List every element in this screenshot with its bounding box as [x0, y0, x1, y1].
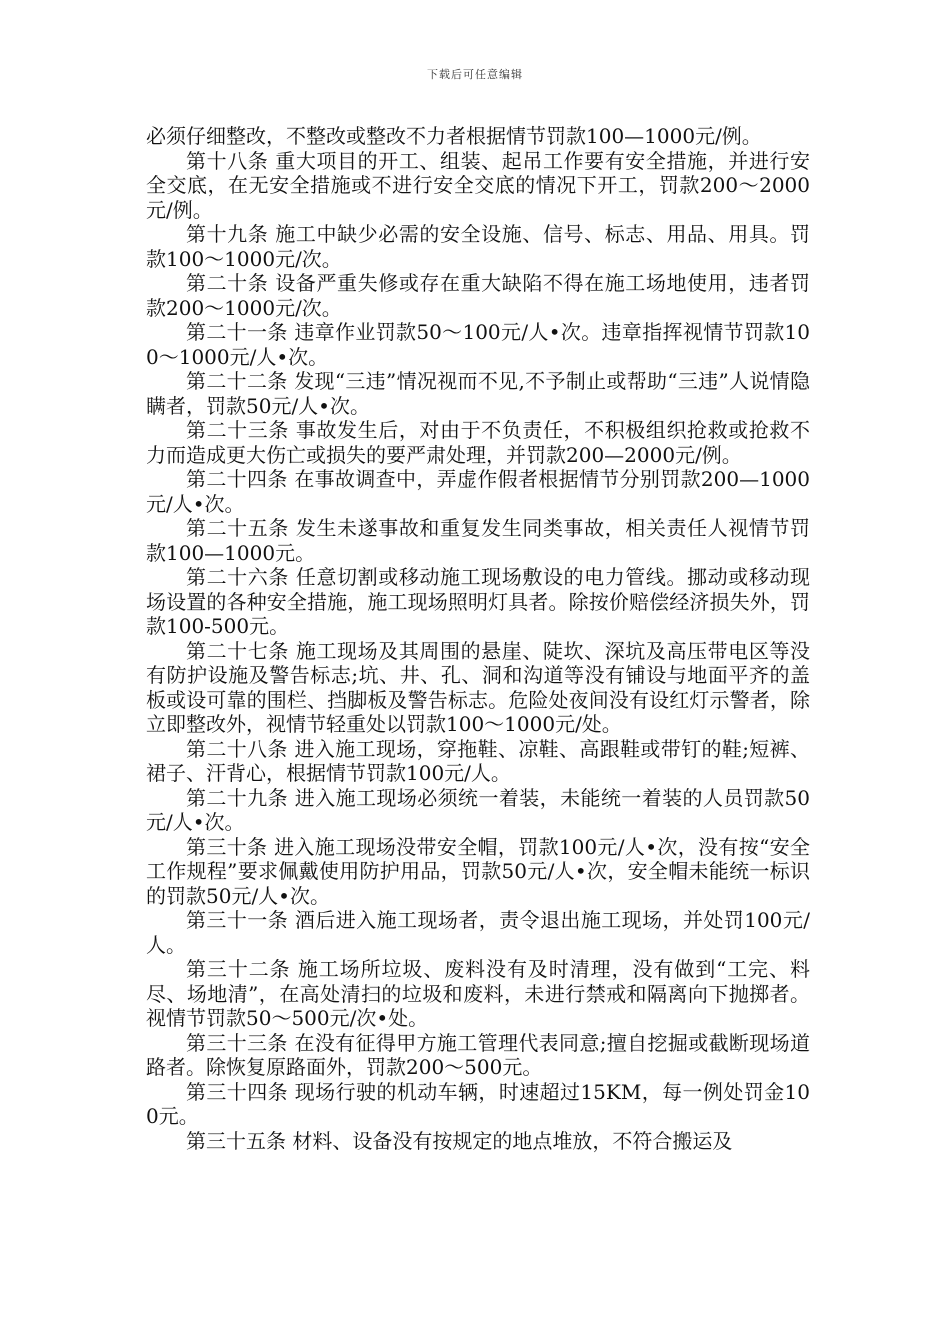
article-29: 第二十九条 进入施工现场必须统一着装，未能统一着装的人员罚款50元/人•次。: [146, 785, 810, 834]
article-18: 第十八条 重大项目的开工、组装、起吊工作要有安全措施，并进行安全交底，在无安全措施或不进行安全交底的情况下开工，罚款200～2000元/例。: [146, 148, 810, 222]
article-19: 第十九条 施工中缺少必需的安全设施、信号、标志、用品、用具。罚款100～1000元/次。: [146, 222, 810, 271]
article-35: 第三十五条 材料、设备没有按规定的地点堆放，不符合搬运及: [186, 1128, 733, 1153]
article-32: 第三十二条 施工场所垃圾、废料没有及时清理，没有做到“工完、料尽、场地清”，在高处清扫的垃圾和废料，未进行禁戒和隔离向下抛掷者。视情节罚款50～500元/次•处。: [146, 957, 810, 1030]
article-28: 第二十八条 进入施工现场，穿拖鞋、凉鞋、高跟鞋或带钉的鞋;短裤、裙子、汗背心，根据情节罚款100元/人。: [146, 736, 810, 785]
article-30: 第三十条 进入施工现场没带安全帽，罚款100元/人•次，没有按“安全工作规程”要求佩戴使用防护用品，罚款50元/人•次，安全帽未能统一标识的罚款50元/人•次。: [146, 834, 810, 908]
article-24: 第二十四条 在事故调查中，弄虚作假者根据情节分别罚款200—1000元/人•次。: [146, 467, 810, 516]
document-body: [146, 124, 810, 1153]
article-23: 第二十三条 事故发生后，对由于不负责任，不积极组织抢救或抢救不力而造成更大伤亡或损失的要严肃处理，并罚款200—2000元/例。: [146, 418, 810, 467]
paragraph-continuation: 必须仔细整改，不整改或整改不力者根据情节罚款100—1000元/例。: [146, 124, 762, 148]
article-27: 第二十七条 施工现场及其周围的悬崖、陡坎、深坑及高压带电区等没有防护设施及警告标志;坑、井、孔、洞和沟道等没有铺设与地面平齐的盖板或设可靠的围栏、挡脚板及警告标志。危险处夜间没有设红灯示警者，除立即整改外，视情节轻重处以罚款100～1000元/处。: [146, 638, 810, 736]
article-31: 第三十一条 酒后进入施工现场者，责令退出施工现场，并处罚100元/人。: [146, 908, 810, 957]
article-26: 第二十六条 任意切割或移动施工现场敷设的电力管线。挪动或移动现场设置的各种安全措施，施工现场照明灯具者。除按价赔偿经济损失外，罚款100-500元。: [146, 565, 810, 638]
page-header: 下载后可任意编辑: [427, 68, 523, 81]
article-22: 第二十二条 发现“三违”情况视而不见,不予制止或帮助“三违”人说情隐瞒者，罚款50元/人•次。: [146, 369, 810, 418]
article-25: 第二十五条 发生未遂事故和重复发生同类事故，相关责任人视情节罚款100—1000元。: [146, 516, 810, 565]
article-33: 第三十三条 在没有征得甲方施工管理代表同意;擅自挖掘或截断现场道路者。除恢复原路面外，罚款200～500元。: [146, 1030, 810, 1079]
article-34: 第三十四条 现场行驶的机动车辆，时速超过15KM，每一例处罚金100元。: [146, 1079, 810, 1128]
article-21: 第二十一条 违章作业罚款50～100元/人•次。违章指挥视情节罚款100～1000元/人•次。: [146, 320, 810, 369]
article-20: 第二十条 设备严重失修或存在重大缺陷不得在施工场地使用，违者罚款200～1000元/次。: [146, 271, 810, 320]
